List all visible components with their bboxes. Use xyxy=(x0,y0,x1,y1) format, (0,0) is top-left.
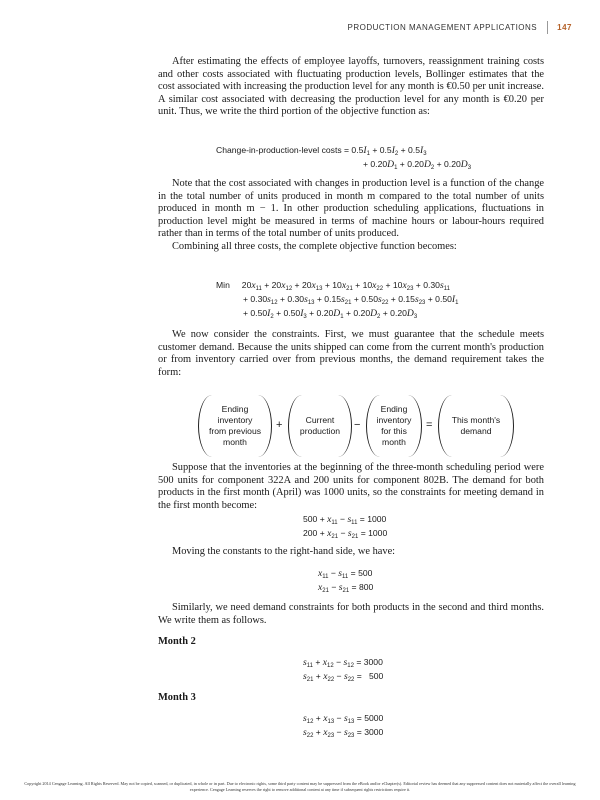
objective-function-line3: + $0.50I_2 + 0.50I_3 + 0.20D_1 + 0.20D_2 + 0.20D_3$ xyxy=(243,308,418,320)
demand-requirement-diagram xyxy=(198,395,528,457)
constraint-rhs-802B: $x_{21} - s_{21} = 800$ xyxy=(318,582,374,594)
ending-inventory-previous-box: Ending inventory from previous month xyxy=(198,395,272,457)
section-title: PRODUCTION MANAGEMENT APPLICATIONS xyxy=(347,23,538,32)
ending-inventory-this-box: Ending inventory for this month xyxy=(366,395,422,457)
constraint-april-322A: $500 + x_{11} - s_{11} = 1000$ xyxy=(303,514,387,526)
copyright-footer: Copyright 2014 Cengage Learning. All Rights Reserved. May not be copied, scanned, or duplicated, in whole or in part. Due to electronic rights, some third party content may be suppressed from the eBook and/or eChapter(s). Editorial review has deemed that any suppressed content does not materially affect the overall learning experience. Cengage Learning reserves the right to remove additional content at any time if subsequent rights restrictions require it. xyxy=(24,781,576,792)
constraint-month2-322A: $s_{11} + x_{12} - s_{12} = 3000$ xyxy=(303,657,383,669)
constraint-month3-322A: $s_{12} + x_{13} - s_{13} = 5000$ xyxy=(303,713,384,725)
objective-function-line1: Min $20x_{11} + 20x_{12} + 20x_{13} + 10x_{21} + 10x_{22} + 10x_{23} + 0.30s_{11}$ xyxy=(216,280,450,292)
equals-operator: = xyxy=(426,419,433,431)
this-month-demand-box: This month's demand xyxy=(438,395,514,457)
page-number: 147 xyxy=(557,23,572,32)
change-cost-equation: Change-in-production-level costs = $0.5I_1 + 0.5I_2 + 0.5I_3$ xyxy=(216,145,427,157)
paragraph-6: Moving the constants to the right-hand side, we have: xyxy=(172,546,396,557)
constraint-rhs-322A: $x_{11} - s_{11} = 500$ xyxy=(318,568,373,580)
paragraph-5: Suppose that the inventories at the beginning of the three-month scheduling period were 500 units for component 322A and 200 units for component 802B. The demand for both products in the first month (April) was 1000 units, so the constraints for meeting demand in the first month become: xyxy=(158,462,544,511)
change-cost-equation-line2: + $0.20D_1 + 0.20D_2 + 0.20D_3$ xyxy=(363,159,472,171)
paragraph-7: Similarly, we need demand constraints for both products in the second and third months. We write them as follows. xyxy=(158,602,544,626)
current-production-box: Current production xyxy=(288,395,352,457)
constraint-april-802B: $200 + x_{21} - s_{21} = 1000$ xyxy=(303,528,388,540)
paragraph-2: Note that the cost associated with changes in production level is a function of the change in the total number of units produced in month m compared to the total number of units produced in month m − 1. In other production scheduling applications, fluctuations in production level might be measured in terms of machine hours or labour-hours required rather than in terms of the total number of units produced. Combining all three costs, the complete objective function becomes: xyxy=(158,178,544,252)
plus-operator: + xyxy=(276,419,283,431)
objective-function-line2: + $0.30s_{12} + 0.30s_{13} + 0.15s_{21} + 0.50s_{22} + 0.15s_{23} + 0.50I_1$ xyxy=(243,294,459,306)
month-2-heading: Month 2 xyxy=(158,636,196,647)
running-head xyxy=(348,21,572,34)
header-divider xyxy=(547,21,548,34)
constraint-month2-802B: $s_{21} + x_{22} - s_{22} = 500$ xyxy=(303,671,384,683)
minus-operator: − xyxy=(354,419,361,431)
paragraph-4: We now consider the constraints. First, we must guarantee that the schedule meets customer demand. Because the units shipped can come from the current month's production or from inventory carried over from previous months, the demand requirement takes the form: xyxy=(158,329,544,378)
constraint-month3-802B: $s_{22} + x_{23} - s_{23} = 3000$ xyxy=(303,727,384,739)
paragraph-1: After estimating the effects of employee layoffs, turnovers, reassignment training costs and other costs associated with fluctuating production levels, Bollinger estimates that the cost associated with increasing the production level for any month is €0.50 per unit increase. A similar cost associated with decreasing the production level for any month is €0.20 per unit. Thus, we write the third portion of the objective function as: xyxy=(158,56,544,118)
month-3-heading: Month 3 xyxy=(158,692,196,703)
